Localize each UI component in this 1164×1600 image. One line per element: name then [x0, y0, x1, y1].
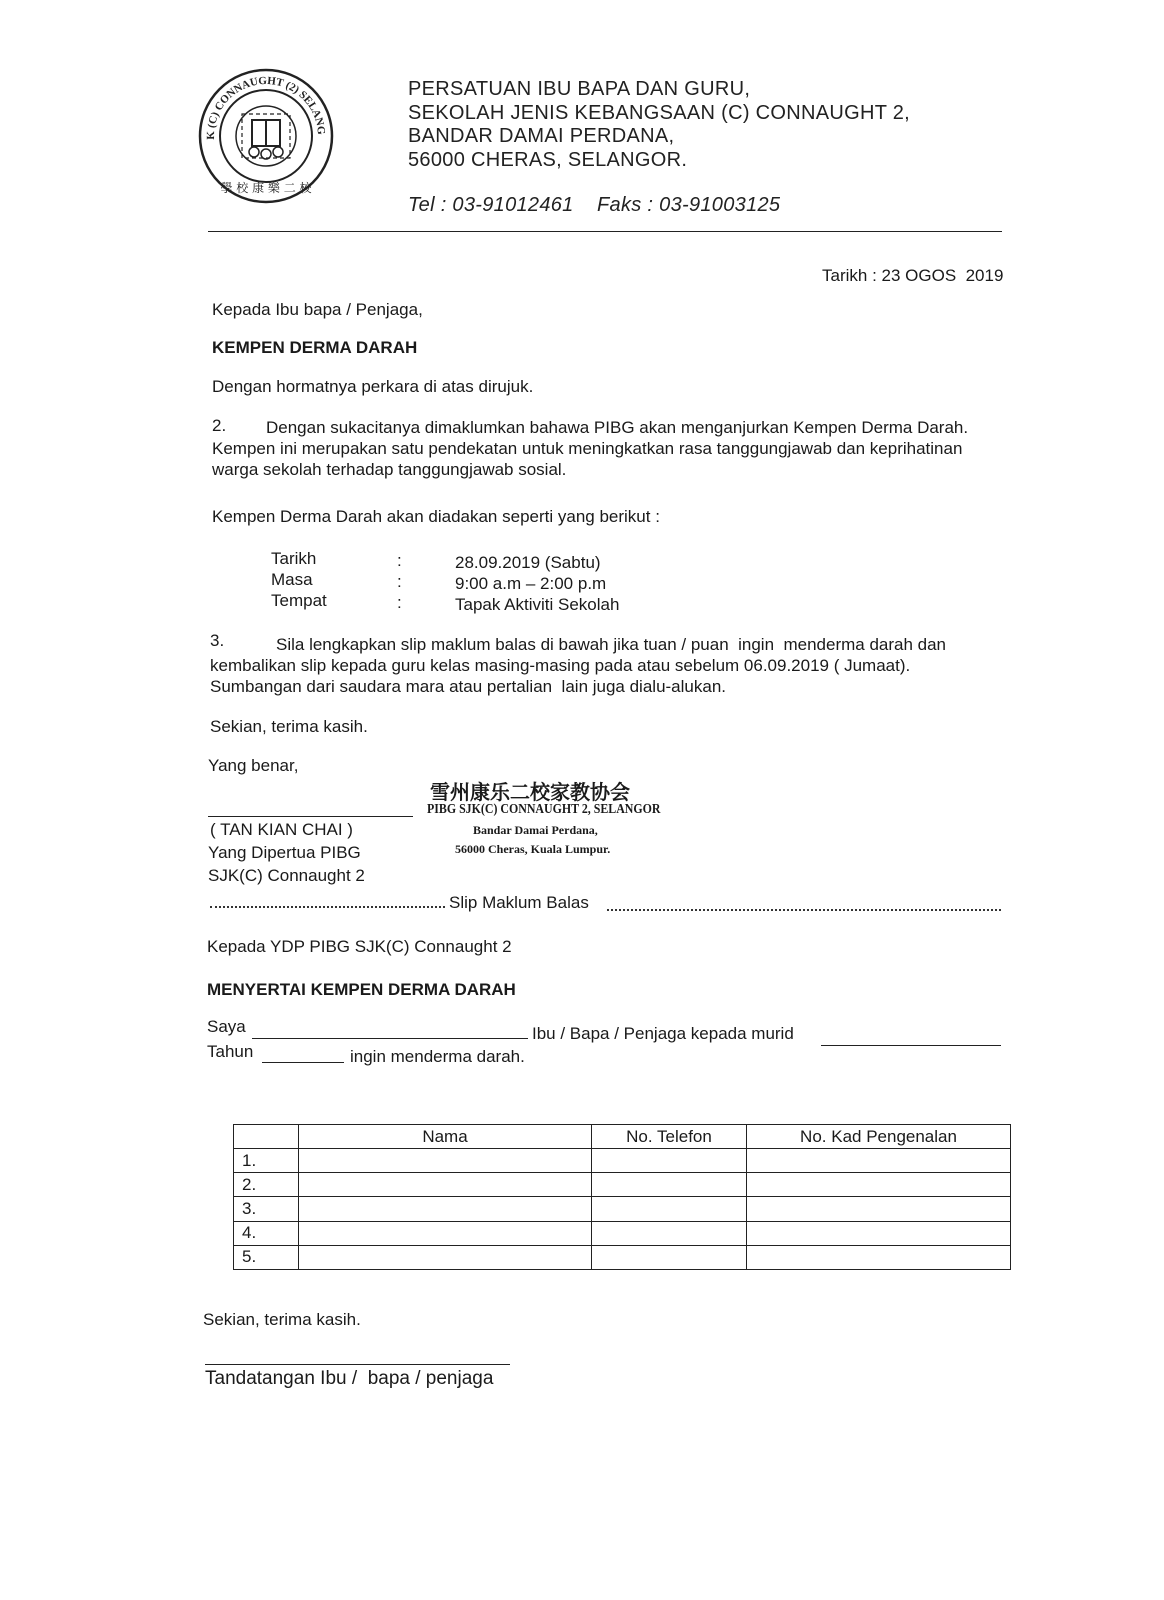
- org-line-4: 56000 CHERAS, SELANGOR.: [408, 149, 688, 171]
- letter-date: Tarikh : 23 OGOS 2019: [822, 266, 1004, 285]
- slip-title: Slip Maklum Balas: [449, 893, 589, 912]
- parent-signature-line[interactable]: [205, 1364, 510, 1365]
- cell-ic[interactable]: [747, 1173, 1011, 1197]
- signer-name: ( TAN KIAN CHAI ): [210, 820, 353, 839]
- detail-sep-time: :: [397, 572, 402, 591]
- signer-school: SJK(C) Connaught 2: [208, 866, 365, 885]
- para3-number: 3.: [210, 631, 225, 650]
- cell-telefon[interactable]: [592, 1173, 747, 1197]
- ingin-text: ingin menderma darah.: [350, 1047, 525, 1066]
- cell-nama[interactable]: [299, 1221, 592, 1245]
- col-header-nama: Nama: [299, 1125, 592, 1149]
- header-divider: [208, 231, 1002, 232]
- contact-line: Tel : 03-91012461 Faks : 03-91003125: [408, 194, 781, 216]
- intro: Dengan hormatnya perkara di atas dirujuk.: [212, 377, 534, 396]
- table-row: [234, 1245, 1011, 1269]
- table-row: [234, 1221, 1011, 1245]
- cell-telefon[interactable]: [592, 1221, 747, 1245]
- stamp-chinese: 雪州康乐二校家教协会: [430, 780, 630, 804]
- cell-nama[interactable]: [299, 1245, 592, 1269]
- school-logo: [196, 66, 336, 206]
- cell-telefon[interactable]: [592, 1149, 747, 1173]
- detail-value-date: 28.09.2019 (Sabtu): [455, 553, 601, 572]
- para2-number: 2.: [212, 416, 227, 435]
- svg-text:SJK (C) CONNAUGHT (2) SELANGOR: K (C) CONNAUGHT (2) SELANG: [204, 74, 328, 140]
- row-number: 3.: [234, 1197, 299, 1221]
- row-number: 5.: [234, 1245, 299, 1269]
- cell-ic[interactable]: [747, 1149, 1011, 1173]
- parent-name-field[interactable]: [252, 1038, 528, 1039]
- col-header-telefon: No. Telefon: [592, 1125, 747, 1149]
- sign-off: Yang benar,: [208, 756, 299, 775]
- para3-line-3: Sumbangan dari saudara mara atau pertalian lain juga dialu-alukan.: [210, 677, 727, 696]
- parent-signature-label: Tandatangan Ibu / bapa / penjaga: [205, 1368, 494, 1389]
- para2-line-3: warga sekolah terhadap tanggungjawab sosial.: [212, 460, 567, 479]
- detail-label-time: Masa: [271, 570, 313, 589]
- salutation: Kepada Ibu bapa / Penjaga,: [212, 300, 423, 319]
- school-logo-icon: [196, 66, 336, 206]
- slip-closing: Sekian, terima kasih.: [203, 1310, 361, 1329]
- slip-divider-right: [607, 909, 1001, 911]
- table-row: [234, 1173, 1011, 1197]
- row-number: 2.: [234, 1173, 299, 1197]
- org-line-3: BANDAR DAMAI PERDANA,: [408, 125, 675, 147]
- cell-nama[interactable]: [299, 1173, 592, 1197]
- table-header-row: [234, 1125, 1011, 1149]
- detail-sep-date: :: [397, 551, 402, 570]
- cell-ic[interactable]: [747, 1197, 1011, 1221]
- signature-line: [208, 816, 413, 817]
- col-header-number: [234, 1125, 299, 1149]
- tahun-label: Tahun: [207, 1042, 254, 1061]
- para2-line-1: Dengan sukacitanya dimaklumkan bahawa PIBG akan menganjurkan Kempen Derma Darah.: [266, 418, 969, 437]
- detail-value-venue: Tapak Aktiviti Sekolah: [455, 595, 620, 614]
- para3-line-2: kembalikan slip kepada guru kelas masing-masing pada atau sebelum 06.09.2019 ( Jumaat).: [210, 656, 911, 675]
- col-header-ic: No. Kad Pengenalan: [747, 1125, 1011, 1149]
- detail-value-time: 9:00 a.m – 2:00 p.m: [455, 574, 607, 593]
- slip-heading: MENYERTAI KEMPEN DERMA DARAH: [207, 980, 516, 999]
- cell-nama[interactable]: [299, 1149, 592, 1173]
- slip-recipient: Kepada YDP PIBG SJK(C) Connaught 2: [207, 937, 512, 956]
- signer-title: Yang Dipertua PIBG: [208, 843, 361, 862]
- slip-divider-left: [210, 906, 445, 908]
- details-intro: Kempen Derma Darah akan diadakan seperti yang berikut :: [212, 507, 660, 526]
- saya-label: Saya: [207, 1017, 246, 1036]
- table-row: [234, 1149, 1011, 1173]
- tahun-field[interactable]: [262, 1062, 344, 1063]
- org-line-1: PERSATUAN IBU BAPA DAN GURU,: [408, 78, 751, 100]
- para2-line-2: Kempen ini merupakan satu pendekatan untuk meningkatkan rasa tanggungjawab dan keprihatinan: [212, 439, 963, 458]
- donor-table: [233, 1124, 1011, 1270]
- letter-closing: Sekian, terima kasih.: [210, 717, 368, 736]
- row-number: 4.: [234, 1221, 299, 1245]
- stamp-address-1: Bandar Damai Perdana,: [473, 823, 598, 837]
- subject: KEMPEN DERMA DARAH: [212, 338, 418, 357]
- cell-telefon[interactable]: [592, 1245, 747, 1269]
- student-name-field[interactable]: [821, 1045, 1001, 1046]
- table-row: [234, 1197, 1011, 1221]
- org-line-2: SEKOLAH JENIS KEBANGSAAN (C) CONNAUGHT 2,: [408, 102, 911, 124]
- svg-text:學 校 康 樂 二 校: 學 校 康 樂 二 校: [220, 181, 312, 195]
- cell-telefon[interactable]: [592, 1197, 747, 1221]
- detail-label-date: Tarikh: [271, 549, 317, 568]
- stamp-org: PIBG SJK(C) CONNAUGHT 2, SELANGOR: [427, 802, 661, 817]
- cell-ic[interactable]: [747, 1245, 1011, 1269]
- row-number: 1.: [234, 1149, 299, 1173]
- detail-sep-venue: :: [397, 593, 402, 612]
- cell-ic[interactable]: [747, 1221, 1011, 1245]
- stamp-address-2: 56000 Cheras, Kuala Lumpur.: [455, 842, 611, 856]
- cell-nama[interactable]: [299, 1197, 592, 1221]
- para3-line-1: Sila lengkapkan slip maklum balas di bawah jika tuan / puan ingin menderma darah dan: [276, 635, 947, 654]
- parent-relation-text: Ibu / Bapa / Penjaga kepada murid: [532, 1024, 794, 1043]
- detail-label-venue: Tempat: [271, 591, 327, 610]
